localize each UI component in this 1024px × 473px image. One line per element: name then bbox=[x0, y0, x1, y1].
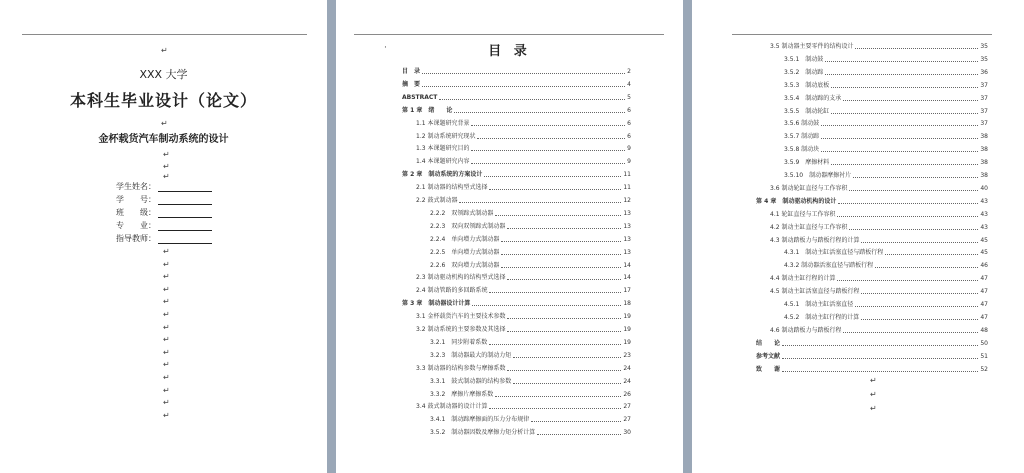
toc-leader-dots bbox=[843, 332, 978, 333]
toc-entry[interactable] bbox=[430, 220, 631, 231]
paragraph-mark: ↵ bbox=[163, 150, 170, 159]
toc-entry-text: 4.3 制动踏板力与踏板行程的计算 bbox=[770, 236, 860, 244]
toc-page-number: 43 bbox=[980, 210, 988, 218]
toc-leader-dots bbox=[495, 396, 621, 397]
toc-leader-dots bbox=[489, 189, 621, 190]
toc-entry-text: 4.3.2 制动器活塞直径与踏板行程 bbox=[784, 262, 874, 270]
toc-page-number: 19 bbox=[623, 326, 631, 333]
paragraph-mark: ↵ bbox=[163, 172, 170, 181]
field-student-name[interactable] bbox=[116, 181, 212, 192]
toc-entry[interactable] bbox=[784, 79, 988, 90]
bullet-mark: · bbox=[384, 43, 387, 53]
toc-page-number: 4 bbox=[627, 80, 631, 88]
toc-leader-dots bbox=[831, 164, 978, 165]
toc-leader-dots bbox=[501, 267, 621, 268]
toc-entry[interactable] bbox=[402, 65, 631, 76]
toc-page-number: 38 bbox=[980, 146, 988, 154]
toc-entry-text: 4.3.1 制动主缸活塞直径与踏板行程 bbox=[784, 249, 884, 257]
toc-page-number: 48 bbox=[980, 326, 988, 334]
toc-entry-text: 4.5 制动主缸活塞直径与踏板行程 bbox=[770, 288, 860, 296]
paragraph-mark: ↵ bbox=[870, 404, 877, 413]
toc-leader-dots bbox=[782, 345, 978, 346]
paragraph-mark: ↵ bbox=[870, 390, 877, 399]
toc-entry-text: 参考文献 bbox=[756, 352, 781, 360]
toc-entry-text: 致 谢 bbox=[756, 365, 781, 373]
toc-entry[interactable] bbox=[416, 194, 631, 205]
toc-leader-dots bbox=[513, 357, 621, 358]
toc-entry-text: 1.3 本课题研究目的 bbox=[416, 145, 470, 153]
field-advisor[interactable] bbox=[116, 233, 212, 244]
toc-leader-dots bbox=[472, 305, 621, 306]
toc-page-number: 13 bbox=[623, 209, 631, 217]
toc-page-number: 12 bbox=[623, 197, 631, 204]
toc-page-number: 23 bbox=[623, 351, 631, 359]
toc-page-number: 40 bbox=[980, 184, 988, 192]
toc-leader-dots bbox=[782, 358, 978, 359]
toc-page-number: 36 bbox=[980, 68, 988, 76]
toc-entry[interactable] bbox=[416, 155, 631, 166]
toc-entry[interactable] bbox=[416, 117, 631, 128]
toc-entry[interactable] bbox=[770, 221, 988, 232]
toc-leader-dots bbox=[831, 87, 978, 88]
toc-page-number: 27 bbox=[623, 416, 631, 424]
toc-page-number: 18 bbox=[623, 300, 631, 308]
toc-page-number: 38 bbox=[980, 159, 988, 167]
paragraph-mark: ↵ bbox=[163, 284, 170, 294]
toc-leader-dots bbox=[825, 74, 978, 75]
toc-entry[interactable] bbox=[784, 117, 988, 128]
header-line bbox=[22, 34, 307, 35]
toc-entry-text: 第 3 章 制动器设计计算 bbox=[402, 300, 471, 308]
paragraph-mark: ↵ bbox=[163, 347, 170, 357]
toc-entry-text: 3.5.4 制动蹄的支承 bbox=[784, 94, 842, 102]
toc-page-number: 43 bbox=[980, 223, 988, 231]
page-gap bbox=[327, 0, 336, 473]
paragraph-mark: ↵ bbox=[870, 376, 877, 385]
field-label: 班 级： bbox=[116, 208, 156, 217]
toc-leader-dots bbox=[849, 190, 978, 191]
toc-entry-text: 3.5 制动器主要零件的结构设计 bbox=[770, 43, 854, 50]
toc-entry[interactable] bbox=[430, 207, 631, 218]
toc-entry[interactable] bbox=[784, 259, 988, 270]
toc-entry[interactable] bbox=[430, 336, 631, 347]
toc-leader-dots bbox=[821, 151, 978, 152]
toc-page-number: 37 bbox=[980, 94, 988, 102]
toc-entry[interactable] bbox=[430, 259, 631, 270]
toc-entry[interactable] bbox=[784, 130, 988, 141]
toc-entry-text: 3.3.2 摩擦片摩擦系数 bbox=[430, 390, 494, 398]
toc-leader-dots bbox=[837, 216, 978, 217]
toc-entry[interactable] bbox=[430, 375, 631, 386]
toc-leader-dots bbox=[507, 318, 621, 319]
toc-page-number: 47 bbox=[980, 313, 988, 321]
toc-leader-dots bbox=[459, 202, 621, 203]
page-gap bbox=[683, 0, 692, 473]
university-name: XXX 大学 bbox=[139, 68, 188, 81]
toc-page-number: 24 bbox=[623, 364, 631, 372]
field-major[interactable] bbox=[116, 220, 212, 231]
toc-entry[interactable] bbox=[430, 413, 631, 424]
toc-page-number: 6 bbox=[627, 119, 631, 127]
paragraph-mark: ↵ bbox=[163, 398, 170, 408]
toc-leader-dots bbox=[821, 138, 978, 139]
toc-page-number: 37 bbox=[980, 120, 988, 128]
toc-entry[interactable] bbox=[784, 298, 988, 309]
toc-leader-dots bbox=[837, 280, 978, 281]
toc-leader-dots bbox=[507, 228, 621, 229]
toc-leader-dots bbox=[495, 215, 621, 216]
toc-entry-text: 3.4.1 制动蹄摩擦面的压力分布规律 bbox=[430, 416, 530, 424]
toc-page-number: 51 bbox=[980, 352, 988, 360]
toc-page-number: 14 bbox=[623, 274, 631, 282]
toc-leader-dots bbox=[484, 176, 621, 177]
toc-entry[interactable] bbox=[770, 208, 988, 219]
toc-leader-dots bbox=[838, 203, 978, 204]
paragraph-mark: ↵ bbox=[163, 385, 170, 395]
toc-entry[interactable] bbox=[416, 142, 631, 153]
toc-entry[interactable] bbox=[430, 233, 631, 244]
toc-entry[interactable] bbox=[402, 104, 631, 115]
toc-entry[interactable] bbox=[756, 350, 988, 361]
toc-entry[interactable] bbox=[402, 297, 631, 308]
toc-entry-text: 3.4 鼓式制动器的设计计算 bbox=[416, 403, 488, 411]
toc-leader-dots bbox=[507, 331, 621, 332]
toc-entry[interactable] bbox=[784, 156, 988, 167]
toc-entry-text: 2.2.4 单向增力式制动器 bbox=[430, 235, 500, 243]
toc-page-number: 5 bbox=[627, 93, 631, 101]
toc-entry-text: 2.2.2 双领蹄式制动器 bbox=[430, 209, 494, 217]
toc-page-number: 46 bbox=[980, 262, 988, 270]
toc-entry[interactable] bbox=[784, 143, 988, 154]
toc-entry[interactable] bbox=[756, 195, 988, 206]
header-line bbox=[732, 34, 992, 35]
toc-leader-dots bbox=[471, 125, 625, 126]
toc-entry-text: 2.1 制动器的结构型式选择 bbox=[416, 184, 488, 192]
toc-page-number: 6 bbox=[627, 106, 631, 114]
toc-entry[interactable] bbox=[756, 363, 988, 374]
toc-entry[interactable] bbox=[416, 323, 631, 334]
toc-leader-dots bbox=[489, 344, 621, 345]
paragraph-mark: ↵ bbox=[163, 259, 170, 269]
toc-page-number: 47 bbox=[980, 275, 988, 283]
toc-entry-text: 3.3.1 鼓式制动器的结构参数 bbox=[430, 377, 512, 385]
toc-page-number: 38 bbox=[980, 133, 988, 141]
toc-page-number: 13 bbox=[623, 222, 631, 230]
toc-page-number: 30 bbox=[623, 429, 631, 437]
toc-entry-text: 第 2 章 制动系统的方案设计 bbox=[402, 171, 483, 179]
toc-entry[interactable] bbox=[770, 324, 988, 335]
toc-page-number: 47 bbox=[980, 301, 988, 308]
toc-entry[interactable] bbox=[784, 92, 988, 103]
toc-leader-dots bbox=[422, 73, 625, 74]
paragraph-mark: ↵ bbox=[163, 360, 170, 370]
toc-entry[interactable] bbox=[784, 311, 988, 322]
field-underline bbox=[158, 183, 212, 192]
toc-entry[interactable] bbox=[430, 246, 631, 257]
toc-entry[interactable] bbox=[416, 400, 631, 411]
toc-entry-text: 4.4 制动主缸行程的计算 bbox=[770, 275, 836, 283]
field-underline bbox=[158, 209, 212, 218]
toc-leader-dots bbox=[471, 163, 625, 164]
toc-entry-text: 3.5.10 制动器摩擦衬片 bbox=[784, 172, 852, 179]
toc-entry[interactable] bbox=[784, 246, 988, 257]
toc-entry[interactable] bbox=[770, 182, 988, 193]
toc-leader-dots bbox=[875, 267, 978, 268]
toc-page-number: 43 bbox=[980, 197, 988, 205]
toc-entry[interactable] bbox=[430, 388, 631, 399]
field-class[interactable] bbox=[116, 207, 212, 218]
toc-entry-text: 2.3 制动驱动机构的结构型式选择 bbox=[416, 274, 506, 282]
toc-leader-dots bbox=[531, 421, 621, 422]
toc-entry[interactable] bbox=[402, 168, 631, 179]
toc-leader-dots bbox=[861, 319, 978, 320]
field-label: 指导教师： bbox=[116, 234, 156, 243]
toc-page-number: 17 bbox=[623, 287, 631, 295]
toc-entry-text: 1.1 本课题研究背景 bbox=[416, 119, 470, 127]
toc-leader-dots bbox=[861, 293, 978, 294]
paragraph-mark: ↵ bbox=[163, 297, 170, 307]
header-line bbox=[354, 34, 664, 35]
toc-leader-dots bbox=[501, 241, 621, 242]
toc-leader-dots bbox=[477, 138, 625, 139]
toc-page-number: 37 bbox=[980, 107, 988, 115]
toc-entry[interactable] bbox=[784, 53, 988, 64]
toc-entry-text: 3.1 金杯载货汽车的主要技术参数 bbox=[416, 313, 506, 321]
toc-leader-dots bbox=[831, 113, 978, 114]
toc-entry[interactable] bbox=[784, 169, 988, 180]
toc-leader-dots bbox=[454, 112, 625, 113]
toc-entry[interactable] bbox=[784, 105, 988, 116]
toc-title: 目 录 bbox=[488, 44, 531, 59]
toc-entry[interactable] bbox=[402, 78, 631, 89]
toc-page-number: 26 bbox=[623, 390, 631, 398]
field-underline bbox=[158, 196, 212, 205]
toc-page-number: 19 bbox=[623, 338, 631, 346]
toc-entry-text: 第 4 章 制动驱动机构的设计 bbox=[756, 197, 837, 205]
toc-entry-text: 2.2.6 双向增力式制动器 bbox=[430, 261, 500, 269]
toc-page-number: 13 bbox=[623, 235, 631, 243]
toc-leader-dots bbox=[489, 292, 621, 293]
toc-leader-dots bbox=[513, 383, 621, 384]
toc-entry-text: 3.3 制动器的结构参数与摩擦系数 bbox=[416, 364, 506, 372]
toc-entry[interactable] bbox=[416, 362, 631, 373]
toc-page-number: 45 bbox=[980, 249, 988, 257]
toc-leader-dots bbox=[507, 279, 621, 280]
toc-page-number: 2 bbox=[627, 68, 631, 75]
paragraph-mark: ↵ bbox=[163, 410, 170, 420]
toc-page-number: 35 bbox=[980, 55, 988, 63]
thesis-subtitle: 金杯载货汽车制动系统的设计 bbox=[98, 134, 229, 145]
paragraph-mark: ↵ bbox=[161, 46, 168, 55]
paragraph-mark: ↵ bbox=[163, 162, 170, 171]
toc-entry-text: 摘 要 bbox=[402, 80, 421, 88]
field-label: 学 号： bbox=[116, 195, 156, 204]
toc-leader-dots bbox=[861, 242, 978, 243]
toc-entry-text: 3.5.3 制动底板 bbox=[784, 81, 830, 89]
toc-page-number: 52 bbox=[980, 365, 988, 373]
toc-entry-text: 3.5.9 摩擦材料 bbox=[784, 159, 830, 167]
field-label: 专 业： bbox=[116, 221, 156, 230]
toc-entry-text: 结 论 bbox=[756, 339, 781, 347]
toc-page-number: 47 bbox=[980, 288, 988, 296]
toc-page-number: 24 bbox=[623, 377, 631, 385]
paragraph-mark: ↵ bbox=[163, 310, 170, 319]
toc-entry[interactable] bbox=[770, 285, 988, 296]
toc-page-number: 45 bbox=[980, 236, 988, 244]
toc-page-number: 50 bbox=[980, 339, 988, 347]
toc-entry-text: 3.5.8 制动块 bbox=[784, 146, 820, 154]
toc-leader-dots bbox=[782, 371, 978, 372]
toc-entry[interactable] bbox=[430, 426, 631, 437]
toc-entry[interactable] bbox=[770, 40, 988, 51]
toc-entry-text: 2.2.5 单向增力式制动器 bbox=[430, 248, 500, 256]
toc-leader-dots bbox=[849, 229, 978, 230]
field-underline bbox=[158, 222, 212, 231]
toc-entry-text: 3.2.1 同步附着系数 bbox=[430, 338, 488, 346]
toc-entry[interactable] bbox=[784, 66, 988, 77]
toc-page-number: 9 bbox=[627, 145, 631, 153]
toc-entry-text: ABSTRACT bbox=[402, 93, 438, 101]
toc-leader-dots bbox=[843, 100, 978, 101]
toc-entry[interactable] bbox=[430, 349, 631, 360]
toc-entry-text: 4.2 制动主缸直径与工作容积 bbox=[770, 223, 848, 231]
toc-entry-text: 3.2 制动系统的主要参数及其选择 bbox=[416, 326, 506, 333]
toc-entry-text: 4.6 制动踏板力与踏板行程 bbox=[770, 326, 842, 334]
toc-entry[interactable] bbox=[402, 91, 631, 102]
toc-leader-dots bbox=[439, 99, 625, 100]
toc-entry[interactable] bbox=[416, 310, 631, 321]
toc-entry[interactable] bbox=[416, 271, 631, 282]
toc-leader-dots bbox=[825, 61, 978, 62]
toc-leader-dots bbox=[855, 48, 978, 49]
paragraph-mark: ↵ bbox=[163, 373, 170, 382]
field-underline bbox=[158, 235, 212, 244]
toc-page-number: 35 bbox=[980, 43, 988, 50]
toc-entry-text: 2.2 鼓式制动器 bbox=[416, 197, 458, 204]
toc-entry[interactable] bbox=[770, 234, 988, 245]
toc-entry-text: 3.5.5 制动轮缸 bbox=[784, 107, 830, 115]
toc-entry-text: 3.6 制动轮缸直径与工作容积 bbox=[770, 184, 848, 192]
toc-entry-text: 2.2.3 双向双领蹄式制动器 bbox=[430, 222, 506, 230]
toc-leader-dots bbox=[855, 306, 978, 307]
toc-page-number: 11 bbox=[623, 171, 631, 179]
toc-entry-text: 3.2.3 制动器最大的制动力矩 bbox=[430, 351, 512, 359]
toc-entry[interactable] bbox=[756, 337, 988, 348]
paragraph-mark: ↵ bbox=[163, 272, 170, 282]
toc-entry[interactable] bbox=[416, 181, 631, 192]
toc-entry[interactable] bbox=[416, 130, 631, 141]
toc-leader-dots bbox=[422, 86, 625, 87]
toc-entry[interactable] bbox=[770, 272, 988, 283]
toc-entry-text: 目 录 bbox=[402, 68, 421, 75]
toc-entry-text: 4.5.1 制动主缸活塞直径 bbox=[784, 301, 854, 308]
toc-page-number: 14 bbox=[623, 261, 631, 269]
toc-entry-text: 3.5.7 制动蹄 bbox=[784, 133, 820, 141]
toc-page-number: 19 bbox=[623, 313, 631, 321]
toc-page-number: 38 bbox=[980, 172, 988, 179]
paragraph-mark: ↵ bbox=[163, 322, 170, 332]
toc-entry-text: 4.5.2 制动主缸行程的计算 bbox=[784, 313, 860, 321]
cover-page[interactable] bbox=[0, 0, 327, 473]
toc-page-number: 6 bbox=[627, 132, 631, 140]
toc-leader-dots bbox=[885, 254, 978, 255]
paragraph-mark: ↵ bbox=[161, 119, 168, 128]
toc-page-number: 13 bbox=[623, 248, 631, 256]
toc-entry-text: 4.1 轮缸直径与工作容积 bbox=[770, 210, 836, 218]
toc-entry-text: 3.5.2 制动蹄 bbox=[784, 68, 824, 76]
thesis-title: 本科生毕业设计（论文） bbox=[69, 91, 257, 110]
paragraph-mark: ↵ bbox=[163, 247, 170, 256]
toc-page-number: 27 bbox=[623, 403, 631, 411]
toc-entry-text: 1.2 制动系统研究现状 bbox=[416, 132, 476, 140]
toc-page-number: 9 bbox=[627, 158, 631, 166]
toc-entry-text: 第 1 章 绪 论 bbox=[402, 106, 453, 114]
toc-leader-dots bbox=[537, 434, 621, 435]
toc-entry-text: 3.5.2 制动器因数及摩擦力矩分析计算 bbox=[430, 429, 536, 437]
toc-entry-text: 1.4 本课题研究内容 bbox=[416, 158, 470, 166]
toc-entry[interactable] bbox=[416, 284, 631, 295]
toc-leader-dots bbox=[853, 177, 978, 178]
toc-entry-text: 3.5.6 制动鼓 bbox=[784, 120, 820, 128]
toc-leader-dots bbox=[501, 254, 621, 255]
field-student-id[interactable] bbox=[116, 194, 212, 205]
toc-leader-dots bbox=[821, 125, 978, 126]
paragraph-mark: ↵ bbox=[163, 335, 170, 345]
toc-page-1[interactable] bbox=[336, 0, 683, 473]
toc-page-number: 11 bbox=[623, 184, 631, 192]
field-label: 学生姓名： bbox=[116, 182, 156, 191]
toc-leader-dots bbox=[471, 150, 625, 151]
toc-leader-dots bbox=[507, 370, 621, 371]
toc-page-2[interactable] bbox=[692, 0, 1024, 473]
toc-page-number: 37 bbox=[980, 81, 988, 89]
toc-entry-text: 3.5.1 制动鼓 bbox=[784, 55, 824, 63]
toc-leader-dots bbox=[489, 408, 621, 409]
toc-entry-text: 2.4 制动管路的多回路系统 bbox=[416, 287, 488, 295]
